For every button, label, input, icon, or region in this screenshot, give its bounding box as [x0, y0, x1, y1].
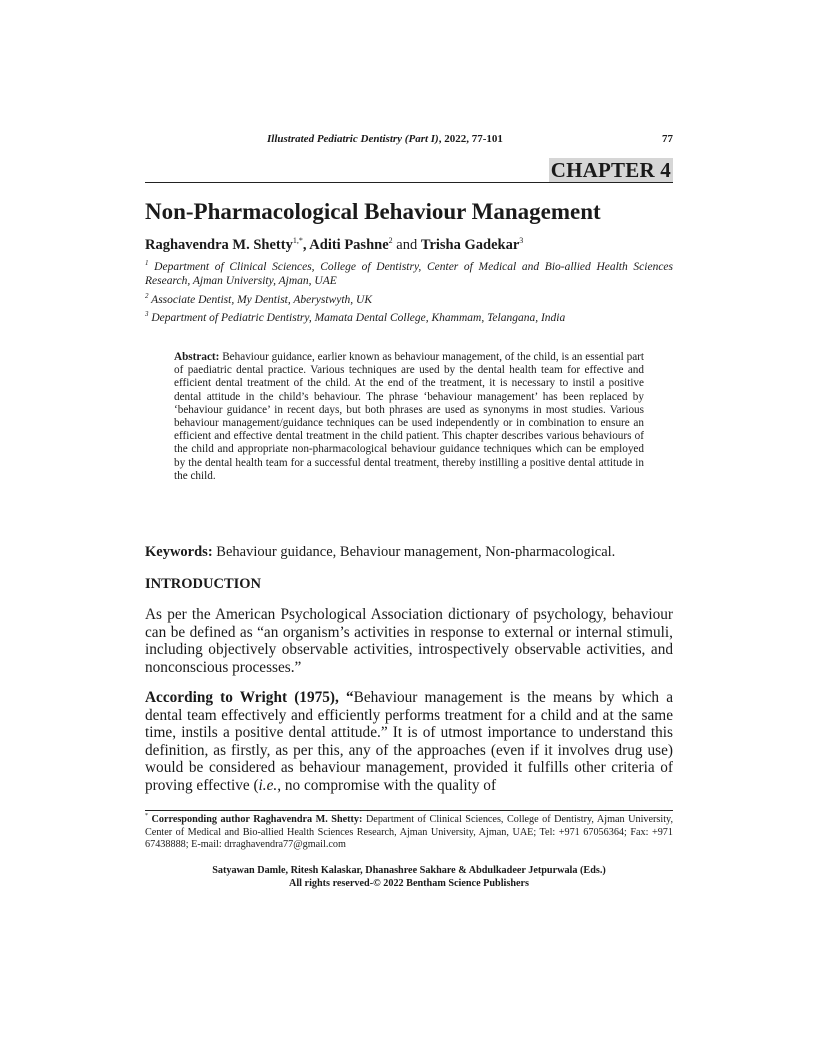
footnote-marker: *	[145, 813, 148, 819]
citation-lead: According to Wright (1975), “	[145, 689, 354, 706]
affiliation	[145, 260, 673, 288]
author-name: Trisha Gadekar	[420, 237, 520, 253]
author-separator: ,	[302, 237, 310, 253]
author-list	[145, 236, 673, 254]
journal-name: Illustrated Pediatric Dentistry (Part I)	[267, 133, 439, 145]
running-head	[145, 133, 673, 147]
abstract-label: Abstract:	[174, 351, 220, 363]
author-name: Aditi Pashne	[309, 237, 389, 253]
affiliation-number: 2	[145, 291, 149, 300]
chapter-rule	[145, 182, 673, 183]
abstract	[174, 351, 644, 483]
footnote-text: Department of Clinical Sciences, College of Dentistry, Ajman University, Center of Medical and Bio-allied Health Sciences Research, Ajman University, Ajman, UAE; Tel: +971 67056364; Fax: +971 67438888; E-mail: drraghavendra77@gmail.com	[145, 814, 674, 851]
paragraph-text: Behaviour management is the means by which a dental team effectively and efficiently performs treatment for a child and at the same time, instils a positive dental attitude.” It is of utmost importance to understand this definition, as firstly, as per this, any of the approaches (even if it involves drug use) would be considered as behaviour management, provided it fulfills other criteria of proving effective (	[145, 689, 673, 794]
chapter-label: CHAPTER 4	[550, 158, 671, 182]
affiliation-text: Department of Pediatric Dentistry, Mamata Dental College, Khammam, Telangana, India	[151, 312, 566, 324]
editors-line: Satyawan Damle, Ritesh Kalaskar, Dhanashree Sakhare & Abdulkadeer Jetpurwala (Eds.)	[212, 865, 606, 876]
affiliation-text: Department of Clinical Sciences, College of Dentistry, Center of Medical and Bio-allied Health Sciences Research, Ajman University, Ajman, UAE	[145, 261, 674, 287]
author-affil-marker: 2	[388, 236, 393, 245]
footnote-rule	[145, 810, 673, 811]
affiliation-number: 3	[145, 310, 149, 318]
affiliations	[145, 260, 673, 330]
section-heading: INTRODUCTION	[145, 576, 262, 592]
abstract-text: Behaviour guidance, earlier known as behaviour management, of the child, is an essential part of paediatric dental practice. Various techniques are used by the dental health team for effective and efficient dental treatment of the child. At the end of the treatment, it is necessary to instil a positive dental attitude in the child’s behaviour. The phrase ‘behaviour management’ has been replaced by ‘behaviour guidance’ in recent days, but both phrases are used as synonyms in most studies. Various behaviour management/guidance techniques can be used independently or in combination to ensure an efficient and effective dental treatment in the child patient. This chapter describes various behaviours of the child and appropriate non-pharmacological behaviour guidance techniques which can be employed by the dental health team for a successful dental treatment, thereby instilling a positive dental attitude in the child.	[174, 351, 644, 482]
paragraph-italic: i.e.	[258, 776, 278, 794]
intro-paragraph-1: As per the American Psychological Association dictionary of psychology, behaviour can be defined as “an organism’s activities in response to external or internal stimuli, including objectively observable activities, introspectively observable activities, and nonconscious processes.”	[145, 606, 673, 676]
footnote-label: Corresponding author Raghavendra M. Shetty:	[151, 814, 363, 825]
author-name: Raghavendra M. Shetty	[145, 237, 293, 253]
chapter-title: Non-Pharmacological Behaviour Management	[145, 199, 601, 224]
intro-paragraph-2	[145, 689, 673, 795]
author-affil-marker: 3	[519, 236, 524, 245]
affiliation	[145, 311, 673, 325]
author-separator: and	[392, 237, 421, 253]
page-number: 77	[662, 133, 673, 145]
journal-year-pages: , 2022, 77-101	[438, 133, 503, 145]
affiliation-text: Associate Dentist, My Dentist, Aberystwyth, UK	[151, 293, 372, 306]
keywords	[145, 543, 673, 561]
paragraph-text: , no compromise with the quality of	[277, 776, 497, 794]
publisher-info	[145, 865, 673, 890]
keywords-text: Behaviour guidance, Behaviour management, Non-pharmacological.	[216, 544, 616, 560]
affiliation-number: 1	[145, 259, 149, 267]
footnote	[145, 814, 673, 852]
affiliation	[145, 293, 673, 307]
keywords-label: Keywords:	[145, 544, 213, 560]
author-affil-marker: 1,*	[292, 236, 303, 245]
rights-line: All rights reserved-© 2022 Bentham Science Publishers	[288, 877, 530, 889]
journal-citation	[267, 133, 503, 145]
